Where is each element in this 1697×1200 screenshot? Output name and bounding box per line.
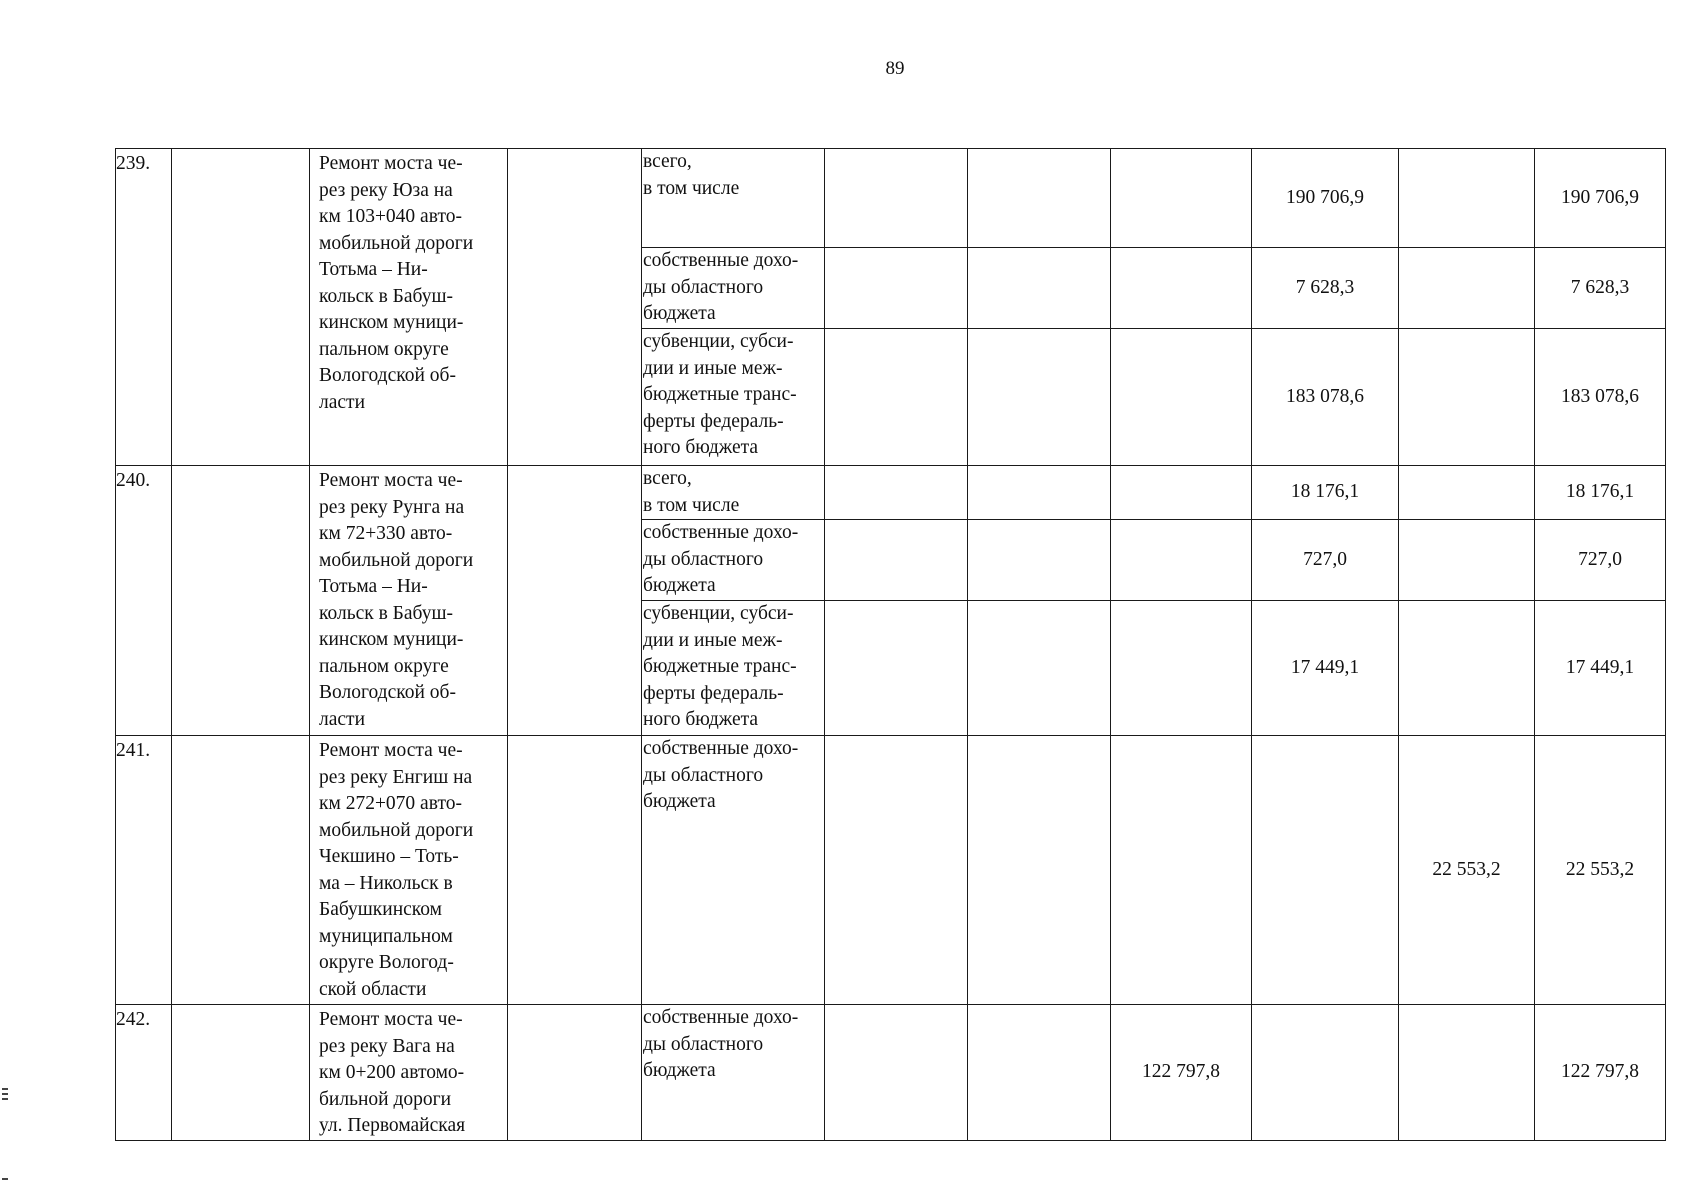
value-cell <box>1252 1005 1399 1141</box>
table-row <box>116 736 1666 1005</box>
value-cell: 183 078,6 <box>1252 329 1399 466</box>
value-cell <box>968 520 1111 601</box>
value-cell <box>1399 329 1535 466</box>
page-number: 89 <box>885 58 905 79</box>
value-cell <box>1399 1005 1535 1141</box>
empty-cell <box>172 736 310 1005</box>
value-cell: 22 553,2 <box>1399 736 1535 1005</box>
total-cell: 122 797,8 <box>1535 1005 1666 1141</box>
value-cell <box>1399 466 1535 520</box>
value-cell <box>1111 149 1252 248</box>
margin-mark <box>2 1098 8 1100</box>
value-cell: 727,0 <box>1252 520 1399 601</box>
value-cell: 190 706,9 <box>1252 149 1399 248</box>
funding-source: собственные дохо- ды областного бюджета <box>642 520 825 601</box>
total-cell: 190 706,9 <box>1535 149 1666 248</box>
row-number: 241. <box>116 736 172 1005</box>
value-cell: 18 176,1 <box>1252 466 1399 520</box>
funding-source: всего, в том числе <box>642 466 825 520</box>
funding-source: субвенции, субси- дии и иные меж- бюджетные транс- ферты федераль- ного бюджета <box>642 329 825 466</box>
total-cell: 17 449,1 <box>1535 601 1666 736</box>
value-cell <box>825 248 968 329</box>
empty-cell <box>508 1005 642 1141</box>
total-cell: 727,0 <box>1535 520 1666 601</box>
value-cell <box>1399 520 1535 601</box>
table-row <box>116 149 1666 248</box>
empty-cell <box>508 736 642 1005</box>
value-cell <box>1399 601 1535 736</box>
margin-mark <box>2 1088 8 1090</box>
value-cell <box>1111 466 1252 520</box>
margin-mark <box>2 1093 8 1095</box>
empty-cell <box>508 466 642 736</box>
value-cell <box>1111 601 1252 736</box>
value-cell <box>825 736 968 1005</box>
value-cell <box>1111 736 1252 1005</box>
funding-source: субвенции, субси- дии и иные меж- бюджетные транс- ферты федераль- ного бюджета <box>642 601 825 736</box>
value-cell <box>968 248 1111 329</box>
value-cell <box>1399 149 1535 248</box>
value-cell <box>1111 248 1252 329</box>
value-cell <box>968 601 1111 736</box>
total-cell: 7 628,3 <box>1535 248 1666 329</box>
value-cell: 122 797,8 <box>1111 1005 1252 1141</box>
row-number: 240. <box>116 466 172 736</box>
object-name: Ремонт моста че- рез реку Юза на км 103+040 авто- мобильной дороги Тотьма – Ни- кольск в Бабуш- кинском муници- пальном округе Вологодской об- ласти <box>310 149 508 466</box>
object-name: Ремонт моста че- рез реку Рунга на км 72+330 авто- мобильной дороги Тотьма – Ни- кольск в Бабуш- кинском муници- пальном округе Вологодской об- ласти <box>310 466 508 736</box>
table-row <box>116 466 1666 520</box>
value-cell: 17 449,1 <box>1252 601 1399 736</box>
total-cell: 22 553,2 <box>1535 736 1666 1005</box>
value-cell <box>968 329 1111 466</box>
value-cell <box>1399 248 1535 329</box>
value-cell <box>1111 520 1252 601</box>
value-cell <box>825 466 968 520</box>
value-cell <box>968 736 1111 1005</box>
value-cell <box>825 329 968 466</box>
empty-cell <box>508 149 642 466</box>
budget-table <box>115 148 1666 1141</box>
value-cell <box>968 466 1111 520</box>
object-name: Ремонт моста че- рез реку Енгиш на км 272+070 авто- мобильной дороги Чекшино – Тоть- ма – Никольск в Бабушкинском муниципальном округе Вологод- ской области <box>310 736 508 1005</box>
value-cell <box>1252 736 1399 1005</box>
value-cell <box>825 601 968 736</box>
object-name: Ремонт моста че- рез реку Вага на км 0+200 автомо- бильной дороги ул. Первомайская <box>310 1005 508 1141</box>
total-cell: 183 078,6 <box>1535 329 1666 466</box>
row-number: 239. <box>116 149 172 466</box>
value-cell: 7 628,3 <box>1252 248 1399 329</box>
funding-source: собственные дохо- ды областного бюджета <box>642 736 825 1005</box>
value-cell <box>968 149 1111 248</box>
value-cell <box>825 520 968 601</box>
total-cell: 18 176,1 <box>1535 466 1666 520</box>
value-cell <box>825 1005 968 1141</box>
funding-source: собственные дохо- ды областного бюджета <box>642 248 825 329</box>
value-cell <box>968 1005 1111 1141</box>
empty-cell <box>172 1005 310 1141</box>
empty-cell <box>172 466 310 736</box>
margin-mark <box>2 1178 8 1180</box>
funding-source: всего, в том числе <box>642 149 825 248</box>
empty-cell <box>172 149 310 466</box>
funding-source: собственные дохо- ды областного бюджета <box>642 1005 825 1141</box>
row-number: 242. <box>116 1005 172 1141</box>
value-cell <box>825 149 968 248</box>
table-row <box>116 1005 1666 1141</box>
value-cell <box>1111 329 1252 466</box>
